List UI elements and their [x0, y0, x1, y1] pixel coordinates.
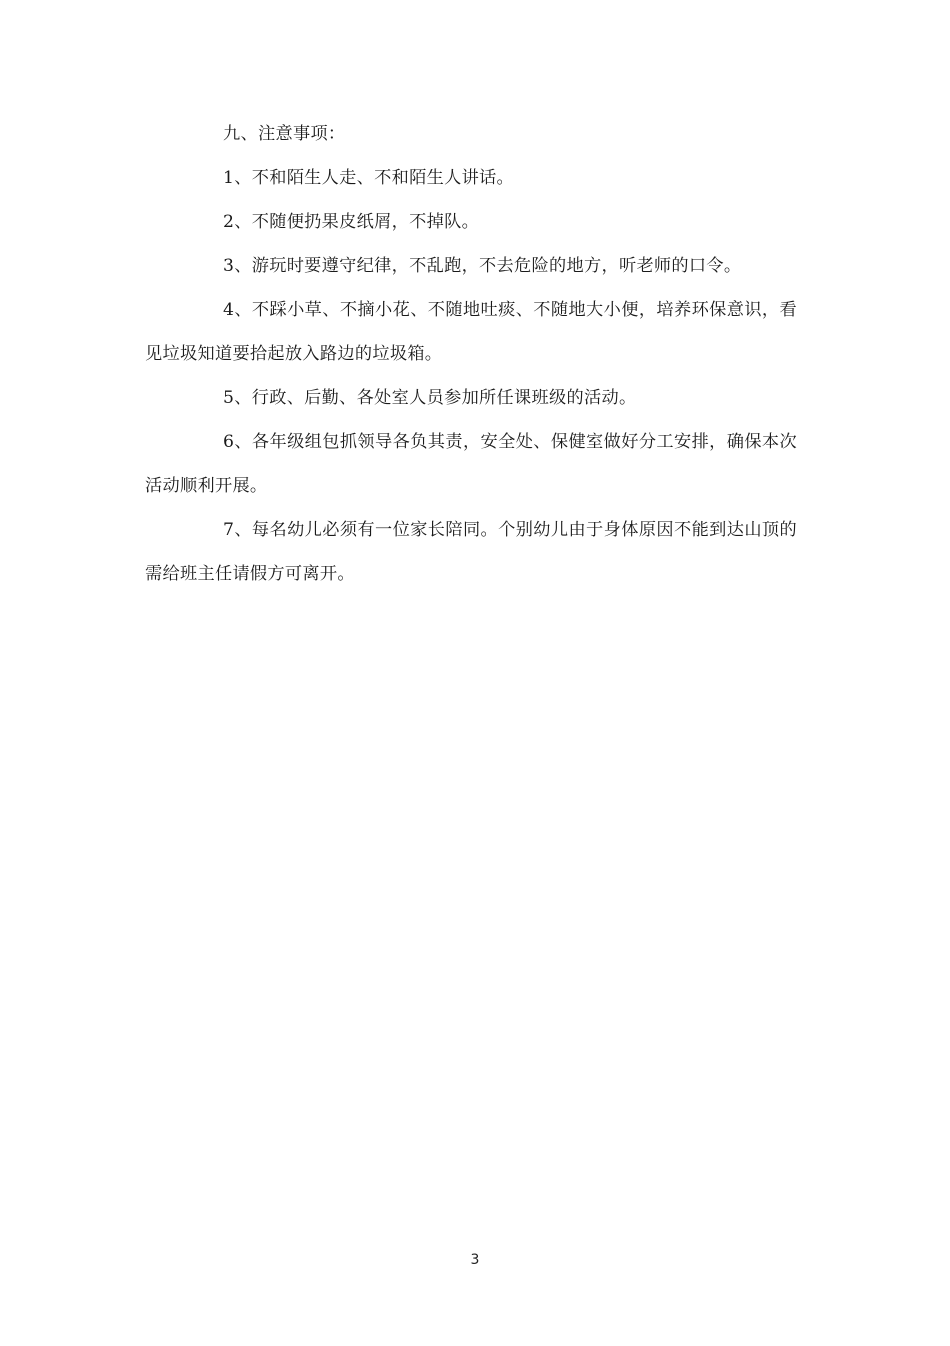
notice-item-3: 3、游玩时要遵守纪律，不乱跑，不去危险的地方，听老师的口令。: [223, 256, 742, 276]
document-body: [145, 112, 797, 596]
notice-item-5: 5、行政、后勤、各处室人员参加所任课班级的活动。: [223, 388, 637, 408]
notice-item-1: 1、不和陌生人走、不和陌生人讲话。: [223, 168, 515, 188]
notice-item-7: 7、每名幼儿必须有一位家长陪同。个别幼儿由于身体原因不能到达山顶的需给班主任请假方可离开。: [145, 520, 797, 584]
notice-item-4: 4、不踩小草、不摘小花、不随地吐痰、不随地大小便，培养环保意识，看见垃圾知道要拾起放入路边的垃圾箱。: [145, 300, 797, 364]
section-heading: 九、注意事项：: [223, 124, 346, 144]
page-number: 3: [470, 1252, 480, 1268]
notice-item-6: 6、各年级组包抓领导各负其责，安全处、保健室做好分工安排，确保本次活动顺利开展。: [145, 432, 797, 496]
notice-item-2: 2、不随便扔果皮纸屑，不掉队。: [223, 212, 480, 232]
